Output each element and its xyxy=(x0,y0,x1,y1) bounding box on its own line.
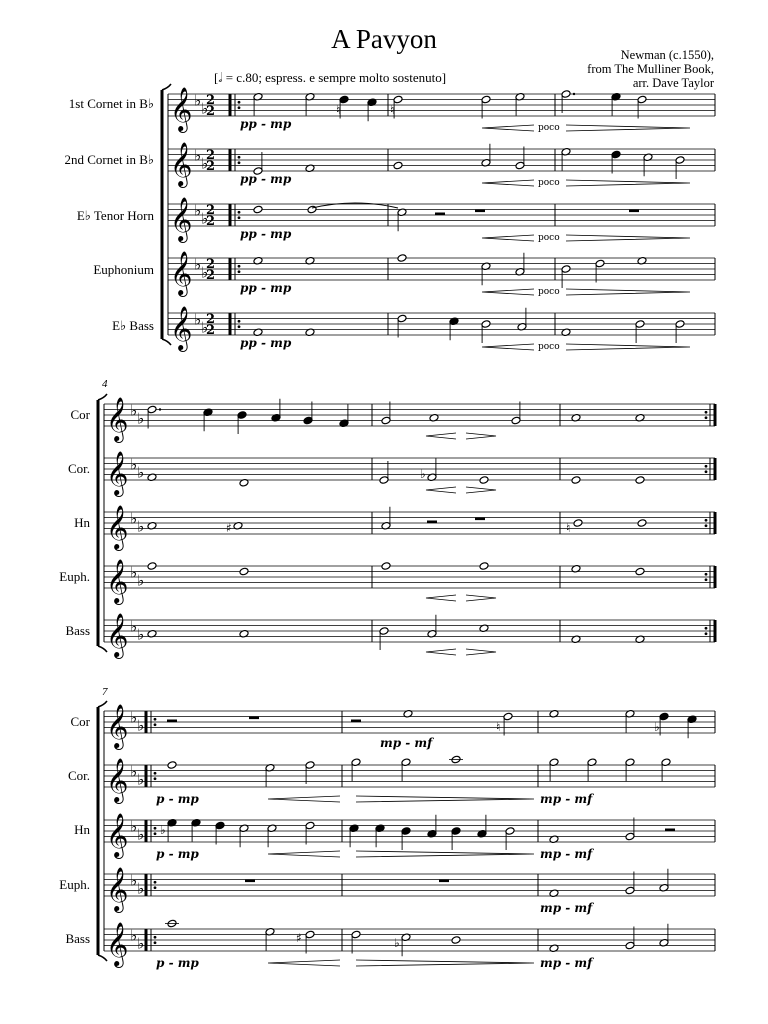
flat-icon: ♭ xyxy=(137,409,145,428)
natural-icon: ♮ xyxy=(336,103,341,117)
treble-clef-icon: 𝄞 xyxy=(106,505,129,549)
dynamic-p-mp: p - mp xyxy=(156,956,199,970)
flat-icon: ♭ xyxy=(201,99,209,118)
natural-icon: ♮ xyxy=(390,103,395,117)
instrument-label-tenor-horn: E♭ Tenor Horn xyxy=(76,208,154,223)
repeat-dot xyxy=(705,465,708,468)
instrument-short-cornet-2: Cor. xyxy=(67,461,90,476)
repeat-dot xyxy=(238,270,241,273)
poco-text: poco xyxy=(538,178,560,188)
poco-text: poco xyxy=(538,342,560,352)
time-signature-bottom: 2 xyxy=(206,159,216,174)
repeat-dot xyxy=(238,156,241,159)
repeat-dot xyxy=(154,886,157,889)
treble-clef-icon: 𝄞 xyxy=(170,251,193,295)
whole-rest xyxy=(629,210,639,213)
repeat-dot xyxy=(154,723,157,726)
treble-clef-icon: 𝄞 xyxy=(170,142,193,186)
dynamic-mp-mf: mp - mf xyxy=(540,901,593,915)
dynamic-mp-mf: mp - mf xyxy=(540,956,593,970)
repeat-dot xyxy=(705,524,708,527)
flat-icon: ♭ xyxy=(130,455,138,474)
repeat-dot xyxy=(705,470,708,473)
time-signature-top: 2 xyxy=(206,312,216,327)
dynamic-pp-mp: pp - mp xyxy=(240,227,292,241)
repeat-dot xyxy=(705,632,708,635)
repeat-dot xyxy=(154,941,157,944)
score-title: A Pavyon xyxy=(331,24,437,54)
decrescendo-hairpin xyxy=(356,960,534,966)
decrescendo-hairpin xyxy=(466,595,496,601)
repeat-dot xyxy=(154,936,157,939)
repeat-dot xyxy=(238,320,241,323)
half-rest xyxy=(351,720,361,723)
half-rest xyxy=(435,213,445,216)
crescendo-hairpin xyxy=(268,796,340,802)
whole-note xyxy=(397,254,407,263)
flat-icon: ♭ xyxy=(130,817,138,836)
poco-text: poco xyxy=(538,287,560,297)
instrument-short-bass-s3: Bass xyxy=(65,931,90,946)
tempo-marking: [𝅗𝅥 = c.80; espress. e sempre molto sostenuto] xyxy=(214,70,447,85)
time-signature-top: 2 xyxy=(206,257,216,272)
flat-icon: ♭ xyxy=(137,625,145,644)
measure-number-4: 4 xyxy=(102,378,108,390)
whole-note xyxy=(451,936,461,945)
dynamic-pp-mp: pp - mp xyxy=(240,172,292,186)
repeat-dot xyxy=(238,106,241,109)
flat-icon: ♭ xyxy=(130,401,138,420)
whole-note xyxy=(393,161,403,170)
flat-icon: ♭ xyxy=(194,201,202,220)
dynamic-mp-mf: mp - mf xyxy=(540,847,593,861)
flat-icon: ♭ xyxy=(194,255,202,274)
half-rest xyxy=(167,720,177,723)
poco-text: poco xyxy=(538,233,560,243)
repeat-dot xyxy=(154,772,157,775)
repeat-dot xyxy=(705,519,708,522)
sharp-icon: ♯ xyxy=(226,521,232,535)
crescendo-hairpin xyxy=(426,595,456,601)
flat-icon: ♭ xyxy=(130,926,138,945)
flat-icon: ♭ xyxy=(130,871,138,890)
flat-icon: ♭ xyxy=(160,823,166,837)
decrescendo-hairpin xyxy=(566,235,690,241)
whole-note xyxy=(635,567,645,576)
treble-clef-icon: 𝄞 xyxy=(170,306,193,350)
whole-note xyxy=(637,519,647,528)
repeat-dot xyxy=(238,211,241,214)
time-signature-bottom: 2 xyxy=(206,268,216,283)
dynamic-pp-mp: pp - mp xyxy=(240,117,292,131)
crescendo-hairpin xyxy=(482,125,534,131)
repeat-dot xyxy=(705,573,708,576)
composer-line-2: from The Mulliner Book, xyxy=(587,62,714,76)
treble-clef-icon: 𝄞 xyxy=(106,559,129,603)
repeat-dot xyxy=(238,101,241,104)
half-rest xyxy=(427,521,437,524)
treble-clef-icon: 𝄞 xyxy=(106,758,129,802)
flat-icon: ♭ xyxy=(137,517,145,536)
dynamic-pp-mp: pp - mp xyxy=(240,336,292,350)
decrescendo-hairpin xyxy=(566,344,690,350)
repeat-dot xyxy=(238,325,241,328)
time-signature-bottom: 2 xyxy=(206,104,216,119)
treble-clef-icon: 𝄞 xyxy=(106,704,129,748)
flat-icon: ♭ xyxy=(130,509,138,528)
flat-icon: ♭ xyxy=(194,310,202,329)
dot xyxy=(159,408,161,410)
crescendo-hairpin xyxy=(426,433,456,439)
whole-rest xyxy=(475,210,485,213)
half-rest xyxy=(665,829,675,832)
dynamic-p-mp: p - mp xyxy=(156,847,199,861)
instrument-label-cornet-2: 2nd Cornet in B♭ xyxy=(64,152,154,167)
treble-clef-icon: 𝄞 xyxy=(170,197,193,241)
decrescendo-hairpin xyxy=(466,649,496,655)
flat-icon: ♭ xyxy=(201,318,209,337)
whole-note xyxy=(635,476,645,485)
decrescendo-hairpin xyxy=(466,487,496,493)
flat-icon: ♭ xyxy=(420,467,426,481)
dynamic-pp-mp: pp - mp xyxy=(240,281,292,295)
flat-icon: ♭ xyxy=(137,716,145,735)
whole-rest xyxy=(245,880,255,883)
instrument-short-euphonium-s3: Euph. xyxy=(59,877,90,892)
flat-icon: ♭ xyxy=(137,770,145,789)
decrescendo-hairpin xyxy=(566,289,690,295)
flat-icon: ♭ xyxy=(130,762,138,781)
repeat-dot xyxy=(154,881,157,884)
whole-note xyxy=(167,761,177,770)
whole-note xyxy=(571,476,581,485)
decrescendo-hairpin xyxy=(356,851,534,857)
flat-icon: ♭ xyxy=(137,934,145,953)
instrument-label-bass: E♭ Bass xyxy=(112,318,154,333)
crescendo-hairpin xyxy=(482,289,534,295)
flat-icon: ♭ xyxy=(137,463,145,482)
repeat-dot xyxy=(705,578,708,581)
time-signature-top: 2 xyxy=(206,93,216,108)
crescendo-hairpin xyxy=(268,851,340,857)
crescendo-hairpin xyxy=(426,487,456,493)
dynamic-mp-mf: mp - mf xyxy=(380,736,433,750)
flat-icon: ♭ xyxy=(394,936,400,950)
repeat-dot xyxy=(154,827,157,830)
time-signature-bottom: 2 xyxy=(206,323,216,338)
whole-rest xyxy=(475,518,485,521)
flat-icon: ♭ xyxy=(201,209,209,228)
treble-clef-icon: 𝄞 xyxy=(106,451,129,495)
whole-note xyxy=(307,205,317,214)
dynamic-p-mp: p - mp xyxy=(156,792,199,806)
flat-icon: ♭ xyxy=(130,617,138,636)
decrescendo-hairpin xyxy=(356,796,534,802)
decrescendo-hairpin xyxy=(566,180,690,186)
instrument-short-cornet-1: Cor xyxy=(70,407,90,422)
instrument-short-cornet-1-s3: Cor xyxy=(70,714,90,729)
sharp-icon: ♯ xyxy=(296,931,302,945)
decrescendo-hairpin xyxy=(466,433,496,439)
whole-rest xyxy=(439,880,449,883)
whole-note xyxy=(479,562,489,571)
flat-icon: ♭ xyxy=(654,720,660,734)
flat-icon: ♭ xyxy=(137,825,145,844)
time-signature-bottom: 2 xyxy=(206,214,216,229)
repeat-dot xyxy=(705,627,708,630)
repeat-dot xyxy=(705,411,708,414)
instrument-short-bass: Bass xyxy=(65,623,90,638)
whole-note xyxy=(239,567,249,576)
instrument-label-cornet-1: 1st Cornet in B♭ xyxy=(68,96,154,111)
dot xyxy=(573,93,575,95)
repeat-dot xyxy=(154,718,157,721)
flat-icon: ♭ xyxy=(137,879,145,898)
treble-clef-icon: 𝄞 xyxy=(106,397,129,441)
crescendo-hairpin xyxy=(426,649,456,655)
crescendo-hairpin xyxy=(268,960,340,966)
instrument-short-cornet-2-s3: Cor. xyxy=(67,768,90,783)
instrument-label-euphonium: Euphonium xyxy=(93,262,154,277)
crescendo-hairpin xyxy=(482,180,534,186)
whole-note xyxy=(479,476,489,485)
composer-line-1: Newman (c.1550), xyxy=(620,48,714,62)
decrescendo-hairpin xyxy=(566,125,690,131)
whole-note xyxy=(381,562,391,571)
flat-icon: ♭ xyxy=(137,571,145,590)
repeat-dot xyxy=(705,416,708,419)
repeat-dot xyxy=(154,777,157,780)
time-signature-top: 2 xyxy=(206,203,216,218)
whole-note xyxy=(253,205,263,214)
flat-icon: ♭ xyxy=(201,263,209,282)
dynamic-mp-mf: mp - mf xyxy=(540,792,593,806)
natural-icon: ♮ xyxy=(566,521,571,535)
whole-note xyxy=(573,519,583,528)
flat-icon: ♭ xyxy=(194,91,202,110)
treble-clef-icon: 𝄞 xyxy=(106,613,129,657)
natural-icon: ♮ xyxy=(496,720,501,734)
poco-text: poco xyxy=(538,123,560,133)
repeat-dot xyxy=(238,161,241,164)
repeat-dot xyxy=(238,265,241,268)
flat-icon: ♭ xyxy=(201,154,209,173)
crescendo-hairpin xyxy=(482,344,534,350)
measure-number-7: 7 xyxy=(102,686,108,698)
whole-note xyxy=(147,562,157,571)
treble-clef-icon: 𝄞 xyxy=(106,922,129,966)
flat-icon: ♭ xyxy=(194,146,202,165)
flat-icon: ♭ xyxy=(130,708,138,727)
time-signature-top: 2 xyxy=(206,148,216,163)
whole-rest xyxy=(249,717,259,720)
flat-icon: ♭ xyxy=(130,563,138,582)
treble-clef-icon: 𝄞 xyxy=(106,867,129,911)
treble-clef-icon: 𝄞 xyxy=(170,87,193,131)
instrument-short-horn-s3: Hn xyxy=(74,822,90,837)
composer-line-3: arr. Dave Taylor xyxy=(632,76,714,90)
repeat-dot xyxy=(238,216,241,219)
treble-clef-icon: 𝄞 xyxy=(106,813,129,857)
crescendo-hairpin xyxy=(482,235,534,241)
instrument-short-euphonium: Euph. xyxy=(59,569,90,584)
repeat-dot xyxy=(154,832,157,835)
instrument-short-horn: Hn xyxy=(74,515,90,530)
